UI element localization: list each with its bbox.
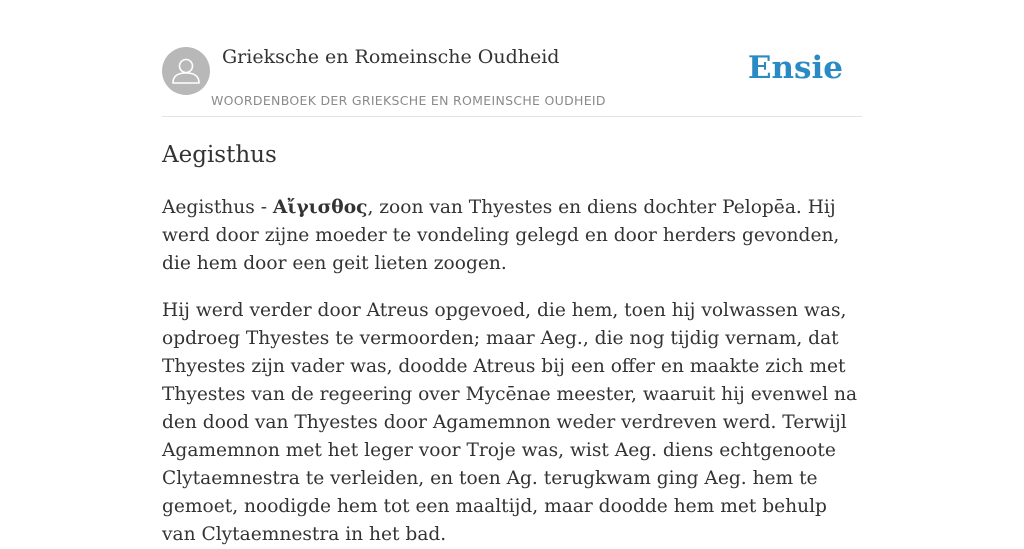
entry-title: Aegisthus [162, 142, 277, 168]
entry-paragraph-2: Hij werd verder door Atreus opgevoed, die hem, toen hij volwassen was, opdroeg Thyestes te vermoorden; maar Aeg., die nog tijdig vernam, dat Thyestes zijn vader was, doodde Atreus bij een offer en maakte zich met Thyestes van de regeering over Mycēnae meester, waaruit hij evenwel na den dood van Thyestes door Agamemnon weder verdreven werd. Terwijl Agamemnon met het leger voor Troje was, wist Aeg. diens echtgenoote Clytaemnestra te verleiden, en toen Ag. terugkwam ging Aeg. hem te gemoet, noodigde hem tot een maaltijd, maar doodde hem met behulp van Clytaemnestra in het bad. [162, 300, 858, 545]
site-subtitle: WOORDENBOEK DER GRIEKSCHE EN ROMEINSCHE OUDHEID [211, 93, 606, 108]
site-title[interactable]: Grieksche en Romeinsche Oudheid [222, 46, 560, 68]
person-outline-icon [162, 47, 210, 95]
brand-logo[interactable]: Ensie [747, 50, 843, 86]
entry-paragraph-1-text: , zoon van Thyestes en diens dochter Pelopēa. Hij werd door zijne moeder te vondeling gelegd en door herders gevonden, die hem door een geit lieten zoogen. [162, 197, 840, 274]
entry-lead: Aegisthus - [162, 197, 273, 218]
greek-term: Aἴγισθος [272, 197, 368, 218]
user-avatar-icon[interactable] [162, 47, 210, 95]
entry-paragraph-1 [162, 194, 862, 278]
site-header [162, 46, 862, 117]
entry-content [162, 140, 862, 549]
